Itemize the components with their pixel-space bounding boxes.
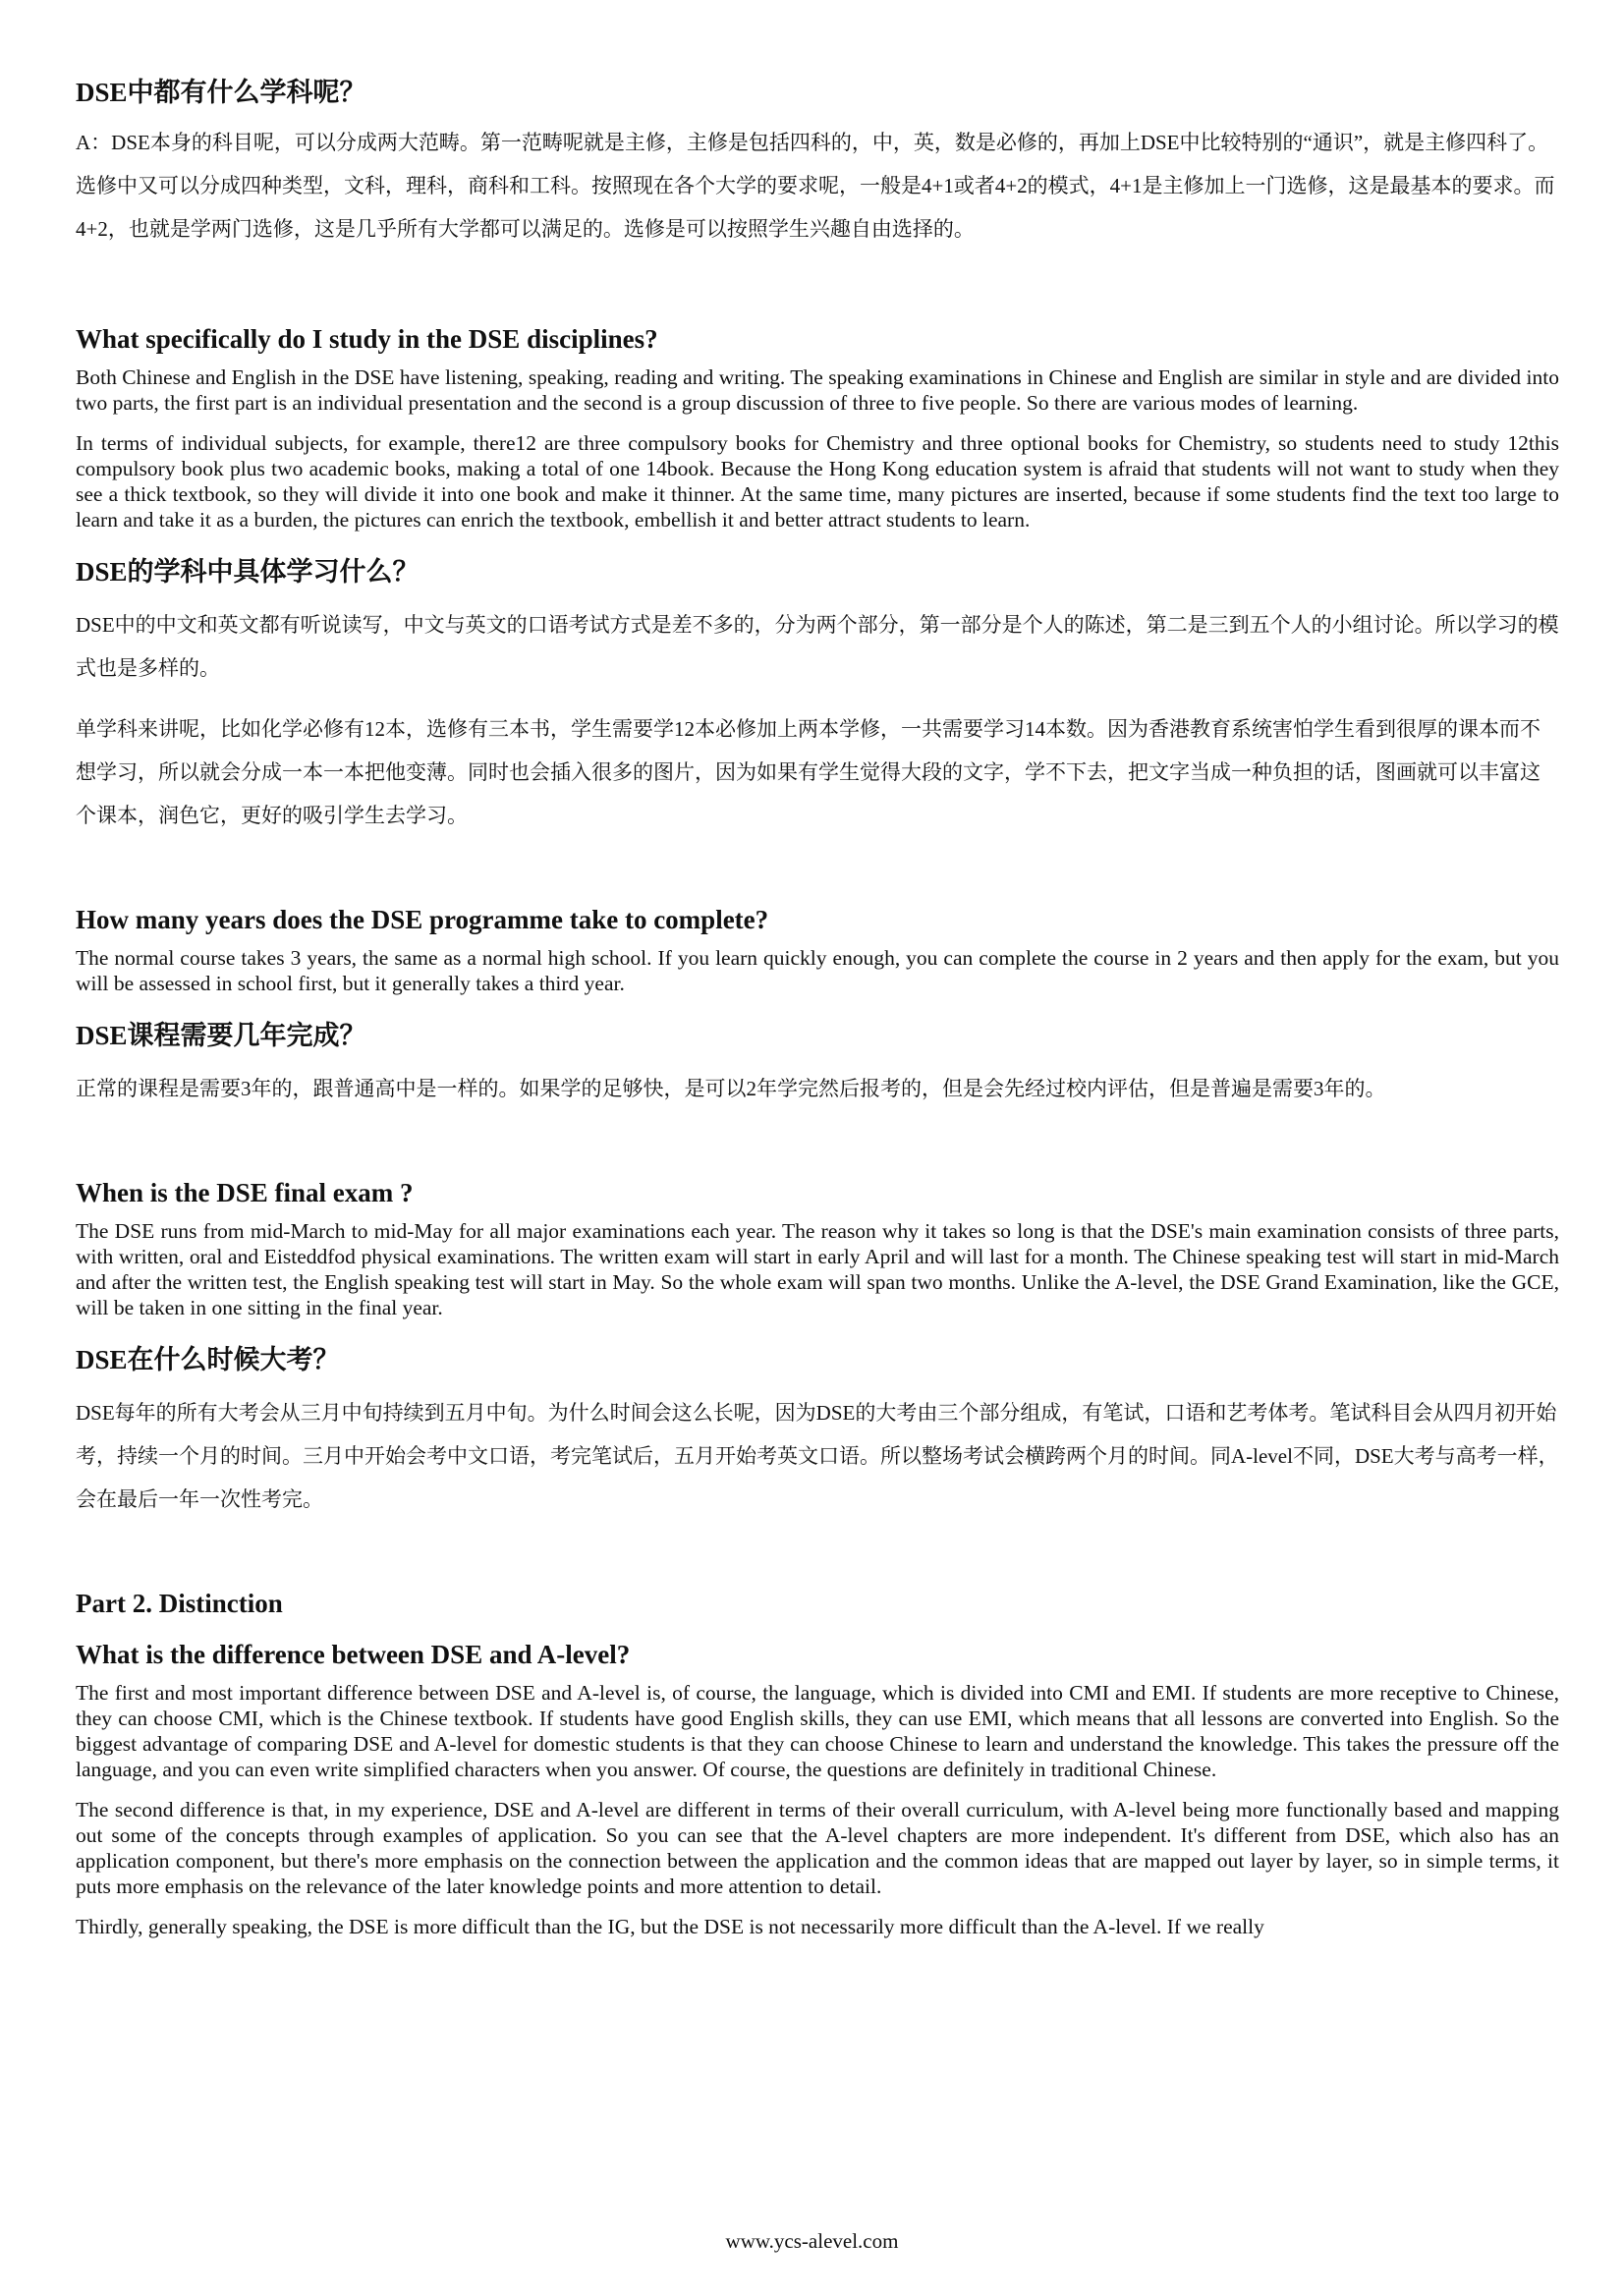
paragraph: Thirdly, generally speaking, the DSE is more difficult than the IG, but the DSE is not necessarily more difficult than the A-level. If we really	[76, 1915, 1264, 1938]
paragraph: Both Chinese and English in the DSE have listening, speaking, reading and writing. The speaking examinations in Chinese and English are similar in style and are divided into two parts, the first part is an individual presentation and the second is a group discussion of three to five people. So there are various modes of learning.	[76, 365, 1559, 415]
part-title: Part 2. Distinction	[76, 1589, 283, 1618]
paragraph: 单学科来讲呢，比如化学必修有12本，选修有三本书，学生需要学12本必修加上两本学修，一共需要学习14本数。因为香港教育系统害怕学生看到很厚的课本而不想学习，所以就会分成一本一本把他变薄。同时也会插入很多的图片，因为如果有学生觉得大段的文字，学不下去，把文字当成一种负担的话，图画就可以丰富这个课本，润色它，更好的吸引学生去学习。	[76, 717, 1540, 827]
section-heading: What is the difference between DSE and A-level?	[76, 1640, 631, 1669]
paragraph: DSE每年的所有大考会从三月中旬持续到五月中旬。为什么时间会这么长呢，因为DSE的大考由三个部分组成，有笔试，口语和艺考体考。笔试科目会从四月初开始考，持续一个月的时间。三月中开始会考中文口语，考完笔试后，五月开始考英文口语。所以整场考试会横跨两个月的时间。同A-level不同，DSE大考与高考一样，会在最后一年一次性考完。	[76, 1401, 1559, 1511]
section-heading: DSE的学科中具体学习什么？	[76, 557, 420, 587]
paragraph: The second difference is that, in my experience, DSE and A-level are different in terms of their overall curriculum, with A-level being more functionally based and mapping out some of the concepts through examples of application. So you can see that the A-level chapters are more independent. It's different from DSE, which also has an application component, but there's more emphasis on the connection between the application and the common ideas that are mapped out layer by layer, so in simple terms, it puts more emphasis on the relevance of the later knowledge points and more attention to detail.	[76, 1798, 1559, 1898]
paragraph: 正常的课程是需要3年的，跟普通高中是一样的。如果学的足够快，是可以2年学完然后报考的，但是会先经过校内评估，但是普遍是需要3年的。	[76, 1077, 1386, 1100]
paragraph: The normal course takes 3 years, the same as a normal high school. If you learn quickly enough, you can complete the course in 2 years and then apply for the exam, but you will be assessed in school first, but it generally takes a third year.	[76, 946, 1559, 995]
paragraph: A：DSE本身的科目呢，可以分成两大范畴。第一范畴呢就是主修，主修是包括四科的，中，英，数是必修的，再加上DSE中比较特别的“通识”，就是主修四科了。选修中又可以分成四种类型，文科，理科，商科和工科。按照现在各个大学的要求呢，一般是4+1或者4+2的模式，4+1是主修加上一门选修，这是最基本的要求。而4+2，也就是学两门选修，这是几乎所有大学都可以满足的。选修是可以按照学生兴趣自由选择的。	[76, 131, 1555, 241]
section-heading: What specifically do I study in the DSE disciplines?	[76, 324, 658, 354]
paragraph: The first and most important difference between DSE and A-level is, of course, the language, which is divided into CMI and EMI. If students are more receptive to Chinese, they can choose CMI, which is the Chinese textbook. If students have good English skills, they can use EMI, which means that all lessons are converted into English. So the biggest advantage of comparing DSE and A-level for domestic students is that they can choose Chinese to learn and understand the knowledge. This takes the pressure off the language, and you can even write simplified characters when you answer. Of course, the questions are definitely in traditional Chinese.	[76, 1681, 1559, 1781]
section-heading: DSE在什么时候大考？	[76, 1345, 340, 1374]
section-heading: DSE课程需要几年完成？	[76, 1021, 366, 1050]
paragraph: In terms of individual subjects, for example, there12 are three compulsory books for Chemistry and three optional books for Chemistry, so students need to study 12this compulsory book plus two academic books, making a total of one 14book. Because the Hong Kong education system is afraid that students will not want to study when they see a thick textbook, so they will divide it into one book and make it thinner. At the same time, many pictures are inserted, because if some students find the text too large to learn and take it as a burden, the pictures can enrich the textbook, embellish it and better attract students to learn.	[76, 431, 1559, 532]
paragraph: DSE中的中文和英文都有听说读写，中文与英文的口语考试方式是差不多的，分为两个部分，第一部分是个人的陈述，第二是三到五个人的小组讨论。所以学习的模式也是多样的。	[76, 613, 1559, 680]
paragraph: The DSE runs from mid-March to mid-May for all major examinations each year. The reason why it takes so long is that the DSE's main examination consists of three parts, with written, oral and Eisteddfod physical examinations. The written exam will start in early April and will last for a month. The Chinese speaking test will start in mid-March and after the written test, the English speaking test will start in May. So the whole exam will span two months. Unlike the A-level, the DSE Grand Examination, like the GCE, will be taken in one sitting in the final year.	[76, 1219, 1559, 1319]
document-page	[76, 61, 1559, 1939]
section-heading: When is the DSE final exam ?	[76, 1178, 414, 1207]
section-heading: How many years does the DSE programme take to complete?	[76, 905, 769, 934]
section-heading: DSE中都有什么学科呢？	[76, 78, 366, 107]
footer-website: www.ycs-alevel.com	[725, 2229, 899, 2253]
